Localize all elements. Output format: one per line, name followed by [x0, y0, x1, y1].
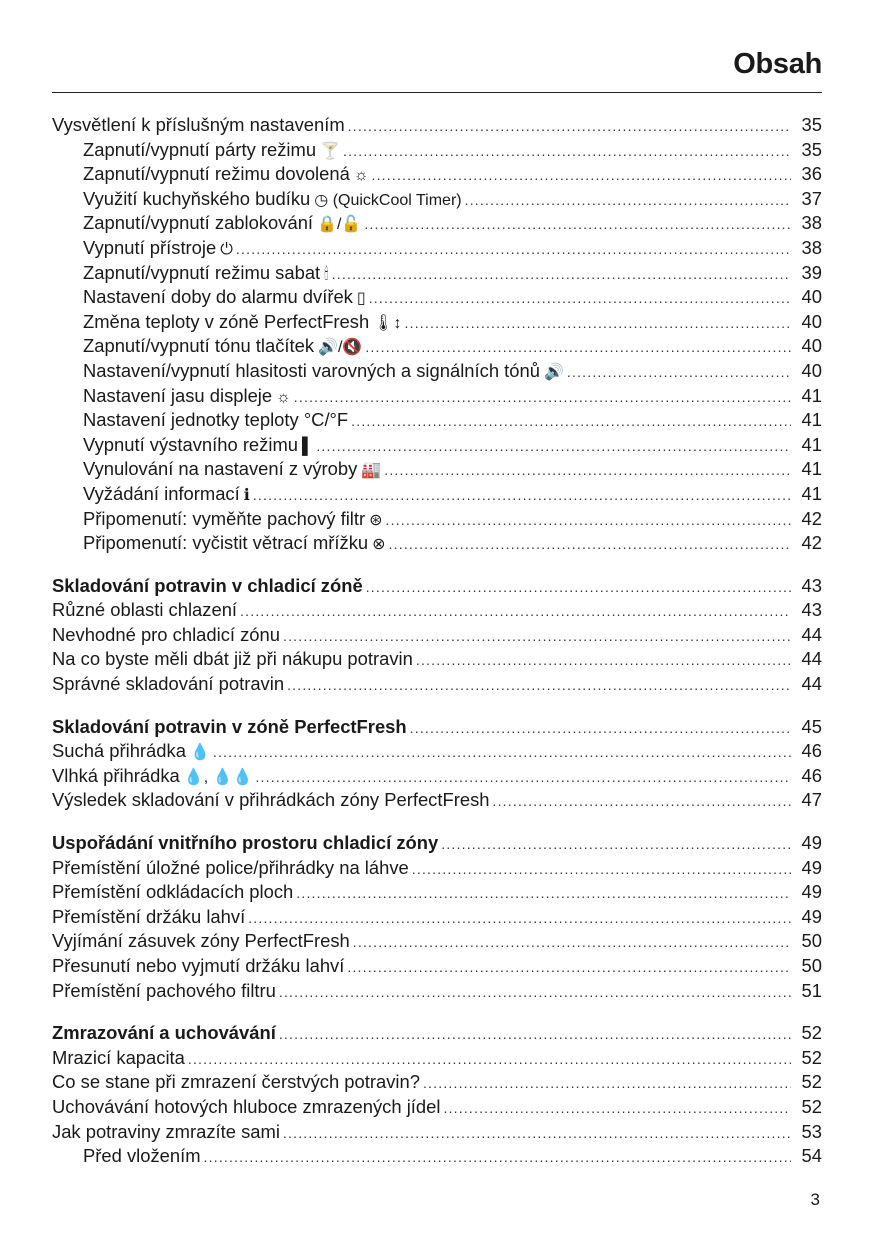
toc-entry[interactable] — [52, 954, 822, 979]
toc-entry[interactable] — [52, 334, 822, 359]
dot-leader — [279, 980, 791, 1005]
section-gap — [52, 556, 822, 574]
toc-page-number: 44 — [801, 648, 822, 670]
toc-entry-icon: ▌ — [302, 437, 314, 455]
toc-page-number: 49 — [801, 856, 822, 878]
dot-leader — [384, 458, 791, 483]
dot-leader — [364, 212, 791, 237]
toc-page-number: 44 — [801, 623, 822, 645]
toc-entry-label: Připomenutí: vyměňte pachový filtr — [83, 507, 366, 529]
toc-entry-label: Vlhká přihrádka — [52, 764, 180, 786]
toc-entry-icon: 🏭 — [361, 462, 382, 480]
dot-leader — [465, 188, 791, 213]
dot-leader — [283, 624, 791, 649]
toc-entry[interactable] — [52, 929, 822, 954]
toc-page-number: 53 — [801, 1120, 822, 1142]
title-divider — [52, 92, 822, 93]
dot-leader — [347, 955, 791, 980]
toc-page-number: 41 — [801, 458, 822, 480]
dot-leader — [188, 1047, 791, 1072]
dot-leader — [567, 360, 791, 385]
toc-entry-icon: ☼ — [276, 388, 291, 406]
toc-entry-label: Skladování potravin v zóně PerfectFresh — [52, 715, 407, 737]
toc-entry-label: Nevhodné pro chladicí zónu — [52, 623, 280, 645]
toc-entry[interactable] — [52, 764, 822, 789]
toc-page-number: 38 — [801, 236, 822, 258]
toc-entry-label: Vynulování na nastavení z výroby — [83, 458, 358, 480]
toc-entry-label: Suchá přihrádka — [52, 740, 186, 762]
dot-leader — [240, 599, 791, 624]
toc-entry-icon: 🔊 — [543, 363, 564, 381]
toc-entry-icon: 💧, 💧💧 — [183, 768, 253, 786]
dot-leader — [412, 857, 791, 882]
toc-page-number: 41 — [801, 433, 822, 455]
toc-entry-label: Změna teploty v zóně PerfectFresh — [83, 310, 370, 332]
toc-page-number: 41 — [801, 384, 822, 406]
toc-page-number: 46 — [801, 740, 822, 762]
toc-page-number: 52 — [801, 1095, 822, 1117]
section-gap — [52, 813, 822, 831]
toc-section-heading[interactable] — [52, 715, 822, 740]
dot-leader — [279, 1022, 791, 1047]
toc-entry[interactable] — [52, 507, 822, 532]
toc-section-heading[interactable] — [52, 574, 822, 599]
toc-entry-label: Vypnutí výstavního režimu — [83, 433, 298, 455]
toc-entry-label: Co se stane při zmrazení čerstvých potravin? — [52, 1071, 420, 1093]
toc-entry-icon: ◷ (QuickCool Timer) — [314, 191, 462, 209]
toc-entry[interactable] — [52, 310, 822, 335]
dot-leader — [389, 532, 791, 557]
toc-entry-label: Přemístění odkládacích ploch — [52, 881, 294, 903]
toc-entry-label: Zapnutí/vypnutí tónu tlačítek — [83, 335, 315, 357]
toc-entry[interactable] — [52, 384, 822, 409]
toc-entry-icon: 🌡↕ — [373, 314, 402, 332]
toc-entry-label: Výsledek skladování v přihrádkách zóny PerfectFresh — [52, 789, 490, 811]
dot-leader — [410, 716, 791, 741]
toc-page-number: 52 — [801, 1071, 822, 1093]
dot-leader — [353, 930, 791, 955]
toc-section-heading[interactable] — [52, 1021, 822, 1046]
dot-leader — [213, 740, 791, 765]
toc-entry-label: Zmrazování a uchovávání — [52, 1022, 276, 1044]
toc-entry-label: Skladování potravin v chladicí zóně — [52, 574, 363, 596]
toc-page-number: 49 — [801, 881, 822, 903]
toc-page-number: 44 — [801, 673, 822, 695]
toc-entry-label: Vyjímání zásuvek zóny PerfectFresh — [52, 930, 350, 952]
toc-entry-label: Uchovávání hotových hluboce zmrazených jídel — [52, 1095, 441, 1117]
toc-entry-label: Nastavení doby do alarmu dvířek — [83, 286, 353, 308]
dot-leader — [365, 335, 791, 360]
toc-page-number: 43 — [801, 599, 822, 621]
toc-entry-label: Nastavení/vypnutí hlasitosti varovných a signálních tónů — [83, 359, 540, 381]
toc-entry[interactable] — [52, 905, 822, 930]
toc-entry[interactable] — [52, 672, 822, 697]
toc-entry[interactable] — [52, 1046, 822, 1071]
toc-entry-label: Připomenutí: vyčistit větrací mřížku — [83, 532, 369, 554]
toc-entry[interactable] — [52, 856, 822, 881]
toc-entry[interactable] — [52, 1144, 822, 1169]
dot-leader — [351, 409, 791, 434]
toc-entry-label: Jak potraviny zmrazíte sami — [52, 1120, 280, 1142]
toc-entry-label: Zapnutí/vypnutí režimu sabat — [83, 261, 321, 283]
dot-leader — [369, 286, 791, 311]
toc-page-number: 42 — [801, 532, 822, 554]
toc-entry-icon: ⊗ — [372, 536, 386, 554]
toc-entry[interactable] — [52, 162, 822, 187]
toc-entry-label: Správné skladování potravin — [52, 673, 285, 695]
toc-entry-icon: ℹ — [243, 486, 250, 504]
dot-leader — [416, 648, 791, 673]
toc-entry[interactable] — [52, 739, 822, 764]
toc-page-number: 47 — [801, 789, 822, 811]
dot-leader — [283, 1121, 791, 1146]
toc-page-number: 51 — [801, 979, 822, 1001]
toc-entry-icon: 🔊/🔇 — [318, 339, 363, 357]
toc-page-number: 41 — [801, 409, 822, 431]
toc-entry[interactable] — [52, 647, 822, 672]
toc-entry-label: Nastavení jasu displeje — [83, 384, 273, 406]
toc-entry-icon: ▯ — [356, 290, 366, 308]
toc-entry-label: Mrazicí kapacita — [52, 1046, 185, 1068]
toc-page-number: 42 — [801, 507, 822, 529]
toc-section-heading[interactable] — [52, 831, 822, 856]
toc-entry-label: Vyžádání informací — [83, 482, 240, 504]
toc-page-number: 38 — [801, 212, 822, 234]
toc-entry[interactable] — [52, 457, 822, 482]
toc-entry[interactable] — [52, 598, 822, 623]
toc-entry-label: Zapnutí/vypnutí párty režimu — [83, 138, 317, 160]
toc-entry-label: Přemístění držáku lahví — [52, 905, 246, 927]
toc-entry[interactable] — [52, 408, 822, 433]
table-of-contents — [52, 113, 822, 1169]
dot-leader — [296, 881, 791, 906]
toc-entry[interactable] — [52, 788, 822, 813]
toc-page-number: 50 — [801, 955, 822, 976]
dot-leader — [423, 1071, 791, 1096]
toc-entry-icon: ⊛ — [369, 511, 383, 529]
toc-entry[interactable] — [52, 623, 822, 648]
dot-leader — [441, 832, 791, 857]
toc-entry-icon: 💧 — [189, 744, 210, 762]
toc-entry[interactable] — [52, 285, 822, 310]
toc-entry-label: Uspořádání vnitřního prostoru chladicí zóny — [52, 832, 439, 854]
dot-leader — [332, 262, 791, 287]
toc-page-number: 49 — [801, 905, 822, 927]
toc-entry-icon: 🕯 — [324, 265, 329, 283]
toc-page-number: 49 — [801, 832, 822, 854]
toc-entry-label: Vysvětlení k příslušným nastavením — [52, 114, 345, 135]
toc-page-number: 40 — [801, 335, 822, 357]
toc-page-number: 39 — [801, 261, 822, 283]
toc-entry[interactable] — [52, 880, 822, 905]
toc-entry-label: Přesunutí nebo vyjmutí držáku lahví — [52, 955, 345, 976]
toc-page-number: 37 — [801, 187, 822, 209]
toc-page-number: 43 — [801, 574, 822, 596]
toc-entry[interactable] — [52, 1095, 822, 1120]
section-gap — [52, 1003, 822, 1021]
toc-entry-label: Zapnutí/vypnutí režimu dovolená — [83, 163, 350, 185]
toc-page-number: 50 — [801, 930, 822, 952]
dot-leader — [348, 114, 791, 139]
toc-entry[interactable] — [52, 979, 822, 1004]
dot-leader — [287, 673, 791, 698]
toc-entry-label: Přemístění úložné police/přihrádky na láhve — [52, 856, 409, 878]
toc-entry[interactable] — [52, 236, 822, 261]
dot-leader — [366, 575, 791, 600]
toc-page-number: 40 — [801, 359, 822, 381]
toc-page-number: 54 — [801, 1145, 822, 1167]
dot-leader — [253, 483, 791, 508]
toc-page-number: 52 — [801, 1046, 822, 1068]
toc-page-number: 52 — [801, 1022, 822, 1044]
dot-leader — [294, 385, 791, 410]
dot-leader — [405, 311, 791, 336]
dot-leader — [204, 1145, 791, 1170]
dot-leader — [236, 237, 791, 262]
toc-entry[interactable] — [52, 359, 822, 384]
toc-entry-icon: 🔒/🔓 — [317, 216, 362, 234]
toc-entry[interactable] — [52, 482, 822, 507]
toc-entry[interactable] — [52, 113, 822, 138]
toc-entry[interactable] — [52, 433, 822, 458]
toc-entry-label: Využití kuchyňského budíku — [83, 187, 311, 209]
toc-entry[interactable] — [52, 187, 822, 212]
toc-entry[interactable] — [52, 1070, 822, 1095]
toc-entry-icon: 🍸 — [320, 142, 340, 160]
dot-leader — [316, 434, 791, 459]
toc-entry[interactable] — [52, 138, 822, 163]
toc-entry[interactable] — [52, 1120, 822, 1145]
dot-leader — [493, 789, 792, 814]
page-number: 3 — [810, 1190, 820, 1209]
dot-leader — [255, 765, 791, 790]
toc-page-number: 35 — [801, 138, 822, 160]
toc-page-number: 40 — [801, 286, 822, 308]
toc-page-number: 41 — [801, 482, 822, 504]
toc-entry-label: Na co byste měli dbát již při nákupu potravin — [52, 648, 413, 670]
dot-leader — [386, 508, 791, 533]
dot-leader — [248, 906, 791, 931]
toc-entry[interactable] — [52, 531, 822, 556]
toc-entry-label: Vypnutí přístroje — [83, 236, 217, 258]
toc-entry[interactable] — [52, 211, 822, 236]
toc-entry-icon: ☼ — [353, 167, 369, 185]
toc-entry-label: Přemístění pachového filtru — [52, 979, 276, 1001]
dot-leader — [443, 1096, 791, 1121]
toc-entry-icon: ⏻ — [220, 240, 233, 258]
page-title: Obsah — [733, 48, 822, 80]
toc-page-number: 36 — [801, 163, 822, 185]
toc-entry-label: Nastavení jednotky teploty °C/°F — [83, 409, 349, 431]
toc-page-number: 46 — [801, 764, 822, 786]
toc-page-number: 35 — [801, 114, 822, 135]
toc-page-number: 40 — [801, 310, 822, 332]
section-gap — [52, 697, 822, 715]
toc-entry[interactable] — [52, 261, 822, 286]
dot-leader — [343, 139, 791, 164]
toc-page-number: 45 — [801, 715, 822, 737]
toc-entry-label: Zapnutí/vypnutí zablokování — [83, 212, 314, 234]
toc-entry-label: Různé oblasti chlazení — [52, 599, 238, 621]
toc-entry-label: Před vložením — [83, 1145, 201, 1167]
dot-leader — [372, 163, 792, 188]
